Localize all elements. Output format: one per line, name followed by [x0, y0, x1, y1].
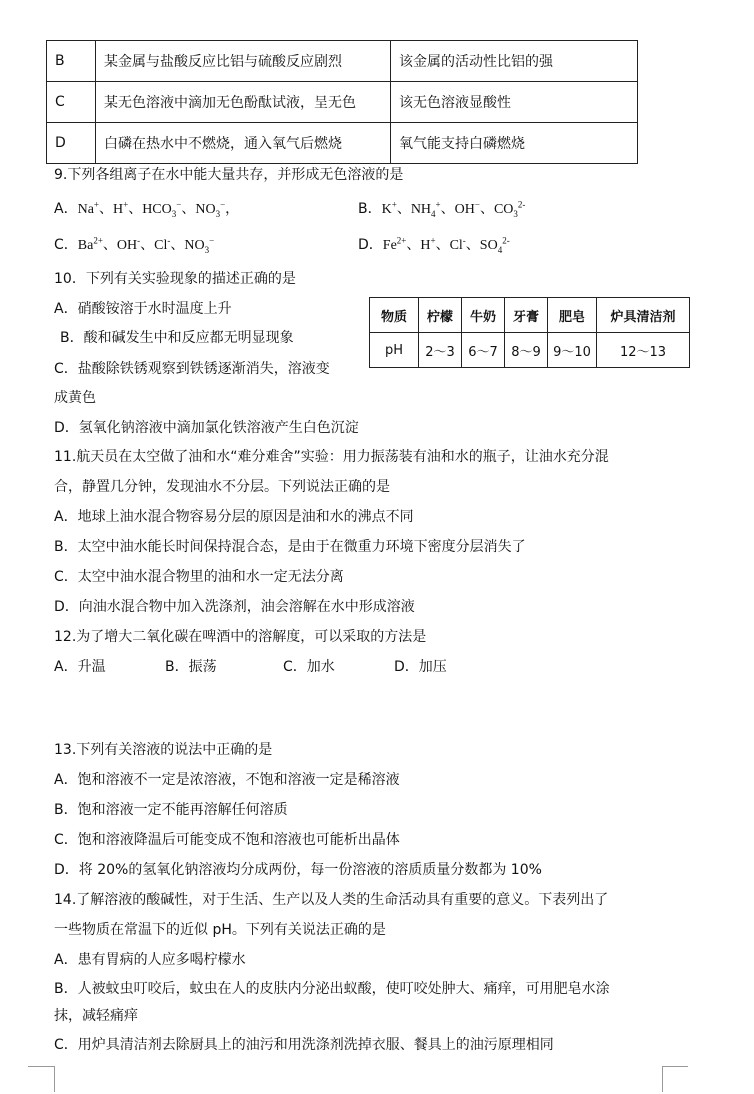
crop-mark — [54, 1066, 55, 1092]
value-cell: 6～7 — [462, 333, 505, 368]
q11-stem-cont: 合，静置几分钟，发现油水不分层。下列说法正确的是 — [54, 479, 390, 495]
q10-option-d: D．氢氧化钠溶液中滴加氯化铁溶液产生白色沉淀 — [54, 420, 359, 436]
q9-stem: 9.下列各组离子在水中能大量共存，并形成无色溶液的是 — [54, 167, 404, 183]
q14-option-c: C．用炉具清洁剂去除厨具上的油污和用洗涤剂洗掉衣服、餐具上的油污原理相同 — [54, 1037, 554, 1053]
q11-option-c: C．太空中油水混合物里的油和水一定无法分离 — [54, 569, 344, 585]
table-row — [370, 333, 690, 368]
q13-stem: 13.下列有关溶液的说法中正确的是 — [54, 742, 273, 758]
q12-option-a: A．升温 — [54, 659, 106, 675]
value-cell: 2～3 — [419, 333, 462, 368]
value-cell: 8～9 — [505, 333, 548, 368]
table-row — [47, 123, 638, 164]
phenomenon-cell: 某金属与盐酸反应比铝与硫酸反应剧烈 — [96, 41, 391, 82]
header-cell: 牛奶 — [462, 298, 505, 333]
phenomenon-cell: 某无色溶液中滴加无色酚酞试液，呈无色 — [96, 82, 391, 123]
table-row — [47, 41, 638, 82]
ph-table — [369, 297, 690, 368]
header-cell: 牙膏 — [505, 298, 548, 333]
q11-stem: 11.航天员在太空做了油和水“难分难舍”实验：用力振荡装有油和水的瓶子，让油水充分混 — [54, 449, 609, 465]
conclusion-cell: 该无色溶液显酸性 — [391, 82, 638, 123]
q9-option-c: C．$Ba^{2+}$、OH-、Cl-、$NO_3^-$ — [54, 235, 215, 255]
crop-mark — [28, 1066, 54, 1067]
crop-mark — [662, 1066, 663, 1092]
q12-option-c: C．加水 — [283, 659, 335, 675]
q13-option-b: B．饱和溶液一定不能再溶解任何溶质 — [54, 802, 288, 818]
q10-stem: 10．下列有关实验现象的描述正确的是 — [54, 271, 296, 287]
q10-option-c-cont: 成黄色 — [54, 390, 96, 406]
value-cell: 12～13 — [597, 333, 690, 368]
q14-stem-cont: 一些物质在常温下的近似 pH。下列有关说法正确的是 — [54, 922, 386, 938]
option-cell: D — [47, 123, 96, 164]
q14-stem: 14.了解溶液的酸碱性，对于生活、生产以及人类的生命活动具有重要的意义。下表列出了 — [54, 892, 609, 908]
crop-mark — [662, 1066, 688, 1067]
q10-option-b: B．酸和碱发生中和反应都无明显现象 — [60, 330, 294, 346]
phenomenon-cell: 白磷在热水中不燃烧，通入氧气后燃烧 — [96, 123, 391, 164]
q9-option-d: D．$Fe^{2+}$、H+、Cl-、$SO_4^{2-}$ — [358, 235, 510, 255]
conclusion-cell: 氧气能支持白磷燃烧 — [391, 123, 638, 164]
q12-option-d: D．加压 — [394, 659, 447, 675]
option-cell: C — [47, 82, 96, 123]
q10-option-a: A．硝酸铵溶于水时温度上升 — [54, 301, 232, 317]
header-cell: 炉具清洁剂 — [597, 298, 690, 333]
q14-option-a: A．患有胃病的人应多喝柠檬水 — [54, 952, 246, 968]
q9-option-b: B．K+、$NH_4^+$、OH−、$CO_3^{2-}$ — [358, 199, 526, 219]
row-label-cell: pH — [370, 333, 419, 368]
option-cell: B — [47, 41, 96, 82]
table-row — [370, 298, 690, 333]
value-cell: 9～10 — [548, 333, 597, 368]
conclusion-cell: 该金属的活动性比铝的强 — [391, 41, 638, 82]
header-cell: 肥皂 — [548, 298, 597, 333]
q11-option-d: D．向油水混合物中加入洗涤剂，油会溶解在水中形成溶液 — [54, 599, 415, 615]
q14-option-b-cont: 抹，减轻痛痒 — [54, 1008, 138, 1024]
q13-option-c: C．饱和溶液降温后可能变成不饱和溶液也可能析出晶体 — [54, 832, 400, 848]
q12-option-b: B．振荡 — [165, 659, 217, 675]
header-cell: 柠檬 — [419, 298, 462, 333]
experiment-table — [46, 40, 638, 164]
q11-option-a: A．地球上油水混合物容易分层的原因是油和水的沸点不同 — [54, 509, 414, 525]
header-cell: 物质 — [370, 298, 419, 333]
q14-option-b: B．人被蚊虫叮咬后，蚊虫在人的皮肤内分泌出蚁酸，使叮咬处肿大、痛痒，可用肥皂水涂 — [54, 981, 610, 997]
q11-option-b: B．太空中油水能长时间保持混合态，是由于在微重力环境下密度分层消失了 — [54, 539, 526, 555]
q10-option-c: C．盐酸除铁锈观察到铁锈逐渐消失，溶液变 — [54, 361, 330, 377]
q13-option-d: D．将 20%的氢氧化钠溶液均分成两份，每一份溶液的溶质质量分数都为 10% — [54, 862, 542, 878]
q13-option-a: A．饱和溶液不一定是浓溶液，不饱和溶液一定是稀溶液 — [54, 772, 400, 788]
q12-stem: 12.为了增大二氧化碳在啤酒中的溶解度，可以采取的方法是 — [54, 629, 427, 645]
table-row — [47, 82, 638, 123]
q9-option-a: A．Na+、H+、$HCO_3^-$、$NO_3^-$， — [54, 199, 240, 219]
